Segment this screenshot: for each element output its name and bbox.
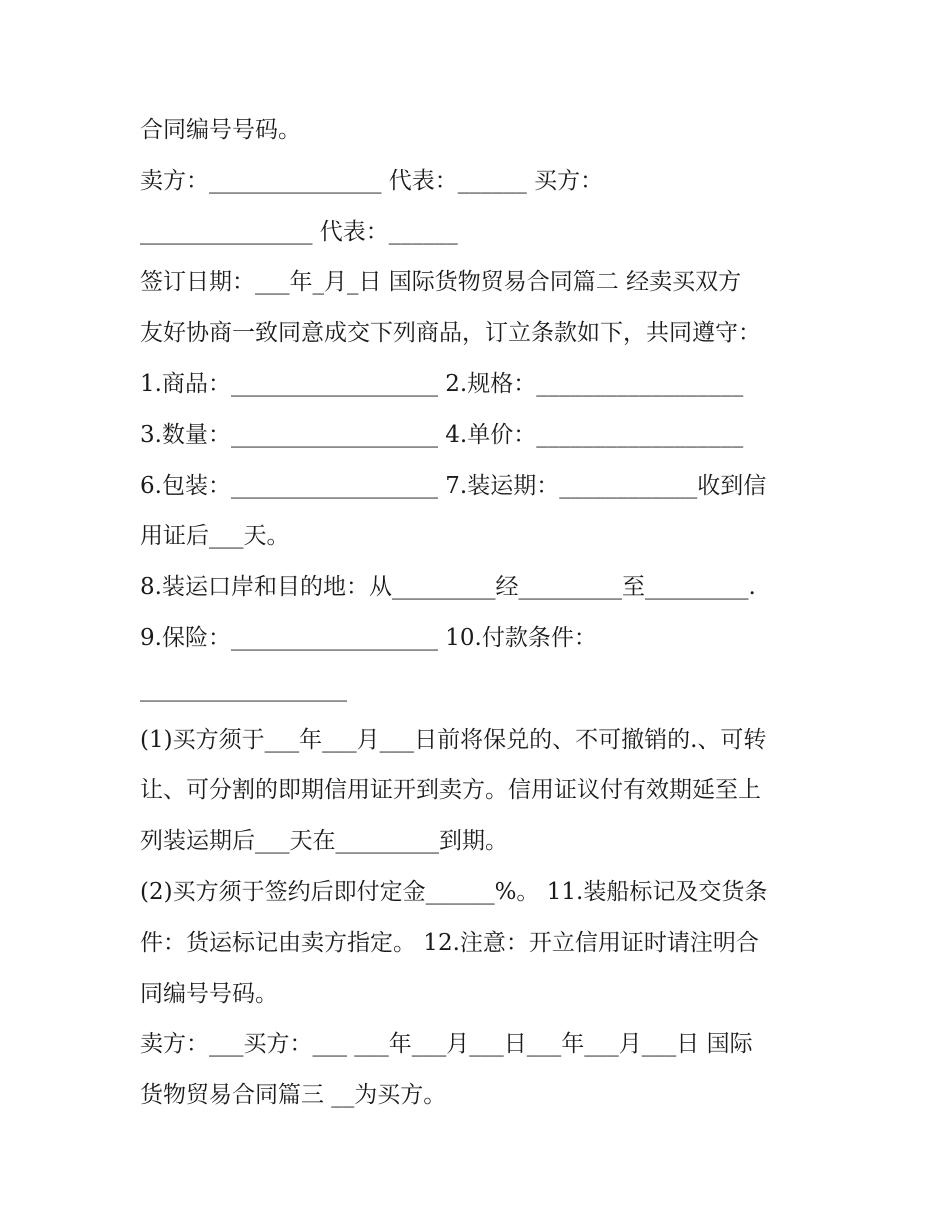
text-line: 8.装运口岸和目的地：从_________经_________至_________. [140,574,756,601]
text-line: 1.商品：__________________ 2.规格：__________________ [140,370,744,397]
text-line: 件：货运标记由卖方指定。 12.注意：开立信用证时请注明合 [140,929,759,956]
text-line: 让、可分割的即期信用证开到卖方。信用证议付有效期延至上 [140,777,761,804]
text-line: 卖方：___买方：___ ___年___月___日___年___月___日 国际 [140,1031,753,1058]
text-line: 友好协商一致同意成交下列商品，订立条款如下，共同遵守： [140,320,761,347]
text-line: 6.包装：__________________ 7.装运期：____________收到信 [140,472,767,499]
text-line: (2)买方须于签约后即付定金______%。 11.装船标记及交货条 [140,878,768,905]
text-line: 9.保险：__________________ 10.付款条件： [140,624,597,651]
text-line: 签订日期：___年_月_日 国际货物贸易合同篇二 经卖买双方 [140,269,742,296]
text-line: 列装运期后___天在_________到期。 [140,828,508,855]
text-line: 3.数量：__________________ 4.单价：__________________ [140,421,744,448]
text-line: 卖方：_______________ 代表：______ 买方： [140,167,604,194]
text-line: 同编号号码。 [140,980,278,1007]
text-line: 用证后___天。 [140,523,290,550]
text-line: __________________ [140,675,347,702]
text-line: 货物贸易合同篇三 __为买方。 [140,1082,447,1109]
text-line: 合同编号号码。 [140,117,301,143]
document-page [140,105,820,1121]
text-line: _______________ 代表：______ [140,218,458,245]
text-line: (1)买方须于___年___月___日前将保兑的、不可撤销的.、可转 [140,726,767,753]
